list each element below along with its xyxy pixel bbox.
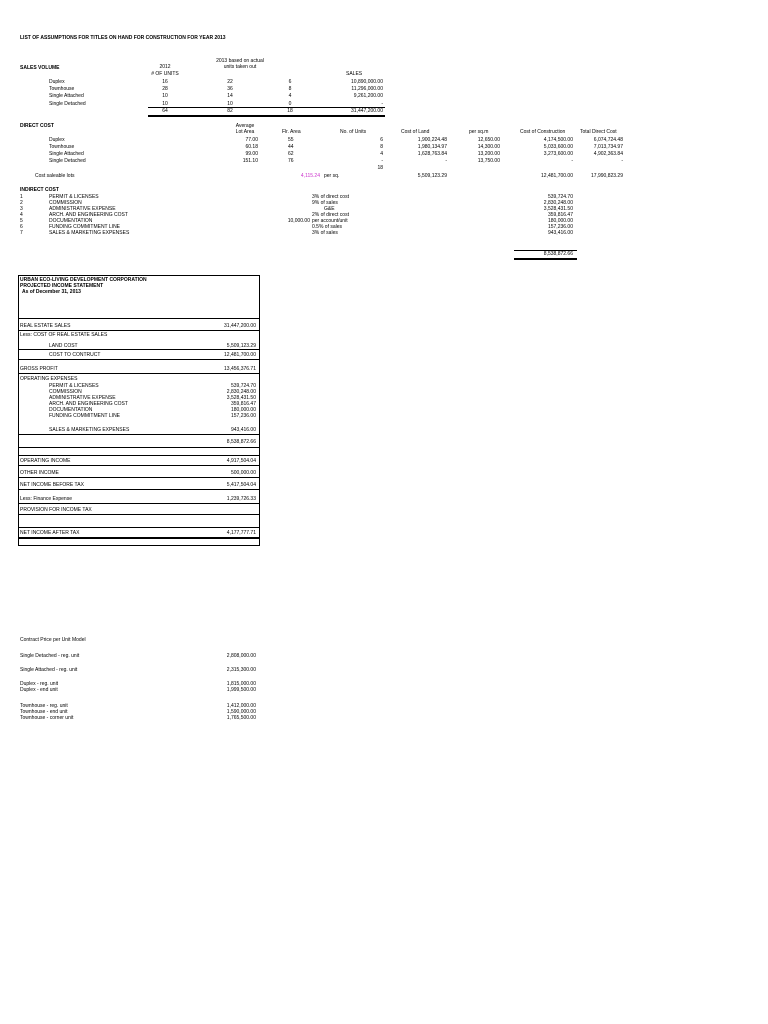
row-number: 1 — [20, 194, 23, 200]
statement-title: PROJECTED INCOME STATEMENT — [20, 283, 104, 289]
provision-tax-label: PROVISION FOR INCOME TAX — [20, 507, 92, 513]
unit-type: Single Attached — [49, 93, 84, 99]
net-before-tax-label: NET INCOME BEFORE TAX — [20, 482, 84, 488]
total-direct-cost: - — [621, 158, 623, 164]
per-sqm: 14,300.00 — [477, 144, 500, 150]
opex-item-value: 2,830,248.00 — [226, 389, 256, 395]
units-diff: 0 — [288, 101, 292, 107]
divider — [18, 455, 260, 456]
units-2013: 36 — [227, 86, 233, 92]
row-number: 3 — [20, 206, 23, 212]
total-rule-bottom — [148, 115, 385, 117]
cost-of-land: 1,628,763.84 — [417, 151, 447, 157]
lot-area: 77.00 — [245, 137, 258, 143]
saleable-land: 5,509,123.29 — [417, 173, 447, 179]
divider — [18, 503, 260, 504]
unit-type: Duplex — [49, 137, 65, 143]
header-lot-area: Lot Area — [235, 129, 255, 135]
basis-value: 10,000.00 — [287, 218, 310, 224]
row-number: 6 — [20, 224, 23, 230]
header-flr-area: Flr. Area — [282, 129, 301, 135]
saleable-lots-label: Cost saleable lots — [35, 173, 75, 179]
sales-amount: 9,261,200.00 — [353, 93, 383, 99]
divider — [18, 489, 260, 490]
units-diff: 8 — [288, 86, 292, 92]
total-2012: 64 — [162, 108, 168, 114]
saleable-rate: 4,115.24 — [300, 173, 320, 179]
opex-item-value: 3,528,431.50 — [226, 395, 256, 401]
other-income-value: 500,000.00 — [230, 470, 256, 476]
divider — [18, 318, 260, 319]
opex-item-label: DOCUMENTATION — [49, 407, 93, 413]
units-2013: 22 — [227, 79, 233, 85]
floor-area: 62 — [288, 151, 294, 157]
divider — [18, 330, 260, 331]
unit-type: Single Detached — [49, 158, 86, 164]
cost-name: ARCH. AND ENGINEERING COST — [49, 212, 128, 218]
cost-amount: 943,416.00 — [547, 230, 573, 236]
real-estate-sales-value: 31,447,200.00 — [224, 323, 256, 329]
total-diff: 18 — [287, 108, 293, 114]
divider — [18, 349, 260, 350]
opex-item-label: PERMIT & LICENSES — [49, 383, 99, 389]
cost-basis: 3% of sales — [312, 230, 338, 236]
divider — [18, 434, 260, 435]
header-sales: SALES — [346, 71, 363, 77]
unit-model: Townhouse - end unit — [20, 709, 68, 715]
cost-amount: 157,236.00 — [547, 224, 573, 230]
opex-item-value: 943,416.00 — [230, 427, 256, 433]
opex-total: 8,538,872.66 — [226, 439, 256, 445]
divider — [18, 514, 260, 515]
net-before-tax-value: 5,417,504.04 — [226, 482, 256, 488]
units-2013: 10 — [227, 101, 233, 107]
opex-label: OPERATING EXPENSES — [20, 376, 78, 382]
contract-price: 2,315,300.00 — [226, 667, 256, 673]
units-total: 18 — [377, 165, 383, 171]
lot-area: 60.18 — [245, 144, 258, 150]
floor-area: 44 — [288, 144, 294, 150]
opex-item-label: ARCH. AND ENGINEERING COST — [49, 401, 128, 407]
statement-date: As of December 31, 2013 — [22, 289, 81, 295]
row-number: 5 — [20, 218, 23, 224]
gross-profit-value: 13,456,376.71 — [224, 366, 256, 372]
cost-amount: 359,816.47 — [547, 212, 573, 218]
contract-price: 1,412,000.00 — [226, 703, 256, 709]
saleable-total: 17,990,823.29 — [591, 173, 623, 179]
operating-income-label: OPERATING INCOME — [20, 458, 71, 464]
saleable-construction: 12,481,700.00 — [541, 173, 573, 179]
cost-basis: 3% of direct cost — [312, 194, 349, 200]
sales-amount: 11,296,000.00 — [351, 86, 383, 92]
cost-amount: 180,000.00 — [547, 218, 573, 224]
finance-expense-value: 1,239,726.33 — [226, 496, 256, 502]
cost-name: FUNDING COMMITMENT LINE — [49, 224, 121, 230]
num-units: 8 — [380, 144, 383, 150]
header-total-direct-cost: Total Direct Cost — [580, 129, 617, 135]
contract-price-title: Contract Price per Unit Model — [20, 637, 86, 643]
cost-name: SALES & MARKETING EXPENSES — [49, 230, 130, 236]
unit-type: Townhouse — [49, 86, 75, 92]
cost-amount: 539,724.70 — [547, 194, 573, 200]
divider — [18, 373, 260, 374]
lot-area: 99.00 — [245, 151, 258, 157]
cost-basis: 0.5% of sales — [312, 224, 343, 230]
units-diff: 6 — [288, 79, 292, 85]
lot-area: 151.10 — [242, 158, 258, 164]
cost-of-construction: - — [571, 158, 573, 164]
cost-of-land: - — [445, 158, 447, 164]
document-title: LIST OF ASSUMPTIONS FOR TITLES ON HAND FOR CONSTRUCTION FOR YEAR 2013 — [20, 35, 226, 41]
units-2013: 14 — [227, 93, 233, 99]
unit-model: Duplex - reg. unit — [20, 681, 59, 687]
unit-type: Single Attached — [49, 151, 84, 157]
sales-amount: - — [381, 101, 383, 107]
opex-item-label: COMMISSION — [49, 389, 82, 395]
gross-profit-label: GROSS PROFIT — [20, 366, 58, 372]
cost-amount: 3,528,431.50 — [543, 206, 573, 212]
units-2012: 16 — [162, 79, 168, 85]
row-number: 2 — [20, 200, 23, 206]
row-number: 4 — [20, 212, 23, 218]
land-cost-label: LAND COST — [49, 343, 78, 349]
per-sqm: 13,750.00 — [477, 158, 500, 164]
sales-volume-label: SALES VOLUME — [20, 65, 60, 71]
finance-expense-label: Less: Finance Expense — [20, 496, 72, 502]
contract-price: 1,765,500.00 — [226, 715, 256, 721]
contract-price: 1,999,500.00 — [226, 687, 256, 693]
total-direct-cost: 7,013,734.97 — [593, 144, 623, 150]
opex-item-value: 539,724.70 — [230, 383, 256, 389]
divider — [18, 527, 260, 528]
unit-type: Townhouse — [49, 144, 75, 150]
total-direct-cost: 6,074,724.48 — [593, 137, 623, 143]
num-units: - — [381, 158, 383, 164]
divider — [18, 465, 260, 466]
contract-price: 1,815,000.00 — [226, 681, 256, 687]
floor-area: 55 — [288, 137, 294, 143]
cost-of-construction: 3,273,600.00 — [543, 151, 573, 157]
net-after-tax-label: NET INCOME AFTER TAX — [20, 530, 80, 536]
cost-name: ADMINISTRATIVE EXPENSE — [49, 206, 116, 212]
saleable-per: per sq. — [324, 173, 340, 179]
real-estate-sales-label: REAL ESTATE SALES — [20, 323, 71, 329]
header-cost-of-land: Cost of Land — [401, 129, 430, 135]
cost-name: DOCUMENTATION — [49, 218, 93, 224]
header-no-units: No. of Units — [340, 129, 367, 135]
unit-type: Duplex — [49, 79, 65, 85]
header-num-units: # OF UNITS — [151, 71, 179, 77]
cost-basis: 9% of sales — [312, 200, 338, 206]
divider — [18, 447, 260, 448]
per-sqm: 13,200.00 — [477, 151, 500, 157]
operating-income-value: 4,917,504.04 — [226, 458, 256, 464]
cost-name: COMMISSION — [49, 200, 82, 206]
contract-price: 1,590,000.00 — [226, 709, 256, 715]
cost-to-contruct-value: 12,481,700.00 — [224, 352, 256, 358]
cost-basis: G&E — [324, 206, 335, 212]
divider — [18, 477, 260, 478]
unit-model: Duplex - end unit — [20, 687, 58, 693]
unit-model: Townhouse - corner unit — [20, 715, 74, 721]
opex-item-label: ADMINISTRATIVE EXPENSE — [49, 395, 116, 401]
cost-basis: per account/unit — [312, 218, 348, 224]
divider — [18, 359, 260, 360]
unit-model: Single Attached - reg. unit — [20, 667, 78, 673]
net-after-tax-value: 4,177,777.71 — [226, 530, 256, 536]
header-cost-of-construction: Cost of Construction — [520, 129, 566, 135]
opex-item-value: 180,000.00 — [230, 407, 256, 413]
header-2013-line2: units taken out — [223, 64, 257, 70]
row-number: 7 — [20, 230, 23, 236]
units-2012: 28 — [162, 86, 168, 92]
total-sales: 31,447,200.00 — [351, 108, 383, 114]
indirect-total-rule-bottom — [514, 258, 577, 260]
header-2012: 2012 — [159, 64, 171, 70]
land-cost-value: 5,509,123.29 — [226, 343, 256, 349]
company-name: URBAN ECO-LIVING DEVELOPMENT CORPORATION — [20, 277, 147, 283]
per-sqm: 12,650.00 — [477, 137, 500, 143]
opex-item-value: 157,236.00 — [230, 413, 256, 419]
contract-price: 2,808,000.00 — [226, 653, 256, 659]
header-average: Average — [235, 123, 255, 129]
cost-to-contruct-label: COST TO CONTRUCT — [49, 352, 101, 358]
units-diff: 4 — [288, 93, 292, 99]
direct-cost-label: DIRECT COST — [20, 123, 54, 129]
unit-model: Single Detached - reg. unit — [20, 653, 80, 659]
opex-item-label: FUNDING COMMITMENT LINE — [49, 413, 121, 419]
cost-basis: 2% of direct cost — [312, 212, 349, 218]
cost-name: PERMIT & LICENSES — [49, 194, 99, 200]
cost-amount: 2,830,248.00 — [543, 200, 573, 206]
opex-item-label: SALES & MARKETING EXPENSES — [49, 427, 130, 433]
indirect-total: 8,538,872.66 — [543, 251, 573, 257]
unit-type: Single Detached — [49, 101, 86, 107]
unit-model: Townhouse - reg. unit — [20, 703, 68, 709]
num-units: 6 — [380, 137, 383, 143]
header-per-sqm: per sq.m — [469, 129, 489, 135]
num-units: 4 — [380, 151, 383, 157]
net-after-tax-double-rule — [18, 537, 260, 539]
cost-of-construction: 4,174,500.00 — [543, 137, 573, 143]
cost-of-land: 1,980,134.97 — [417, 144, 447, 150]
cost-of-construction: 5,033,600.00 — [543, 144, 573, 150]
floor-area: 76 — [288, 158, 294, 164]
total-2013: 82 — [227, 108, 233, 114]
units-2012: 10 — [162, 93, 168, 99]
less-cost-label: Less: COST OF REAL ESTATE SALES — [20, 332, 108, 338]
cost-of-land: 1,900,224.48 — [417, 137, 447, 143]
total-direct-cost: 4,902,363.84 — [593, 151, 623, 157]
units-2012: 10 — [162, 101, 168, 107]
header-2013-line1: 2013 based on actual — [216, 58, 264, 64]
sales-amount: 10,890,000.00 — [351, 79, 383, 85]
indirect-cost-label: INDIRECT COST — [20, 187, 59, 193]
opex-item-value: 359,816.47 — [230, 401, 256, 407]
other-income-label: OTHER INCOME — [20, 470, 59, 476]
